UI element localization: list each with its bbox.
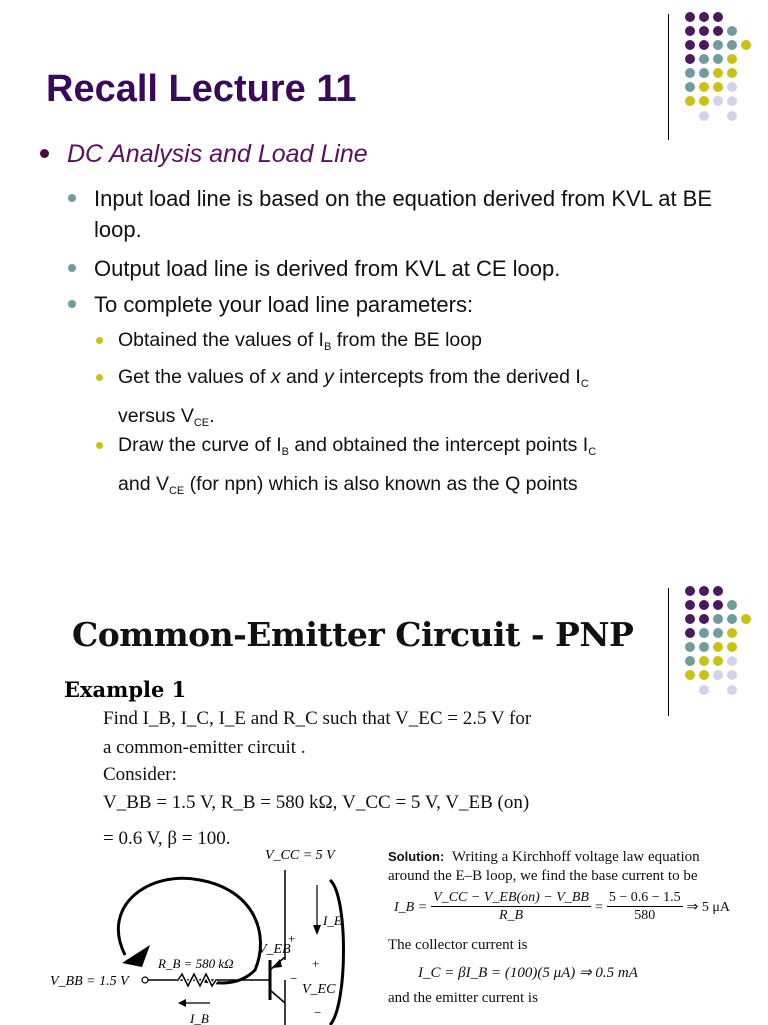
bullet-dot-icon [68, 264, 76, 272]
loop-arrowhead-icon [122, 945, 150, 967]
bullet-dot-icon [40, 149, 49, 158]
slide-1: Recall Lecture 11 DC Analysis and Load Line Input load line is based on the equation derived from KVL at BE loop. Output load line is derived from KVL at CE loop. To complete your load line parameters: Obtained the values of $I_B$ from the BE loop Get the values of x and y intercepts from the derived $I_C$ versus $V_{CE}$. Draw the curve of $I_B$ and obtained the intercept points $I_C$ and $V_{CE}$ (for npn) which is also known as the Q points [0, 0, 768, 540]
problem-line: a common-emitter circuit . [103, 737, 306, 758]
bullet-dot-icon [96, 442, 103, 449]
problem-line: Consider: [103, 764, 177, 785]
divider-line [668, 14, 669, 140]
problem-line: V_BB = 1.5 V, R_B = 580 kΩ, V_CC = 5 V, V_EB (on) [103, 792, 530, 813]
ie-label: I_E [323, 913, 342, 928]
vec-label: V_EC [302, 982, 336, 997]
bullet-dot-icon [68, 300, 76, 308]
svg-text:+: + [312, 956, 320, 971]
svg-text:−: − [314, 1005, 322, 1020]
rb-label: R_B = 580 kΩ [158, 956, 234, 971]
veb-label: V_EB [258, 942, 291, 957]
example-label: Example 1 [64, 677, 187, 702]
bullet-dot-icon [96, 374, 103, 381]
vbb-label: V_BB = 1.5 V [50, 974, 129, 989]
bullet-dot-icon [68, 194, 76, 202]
solution-line: The collector current is [388, 937, 528, 953]
ie-arrow-icon [313, 925, 321, 935]
problem-line: = 0.6 V, β = 100. [103, 828, 231, 849]
vcc-label: V_CC = 5 V [265, 848, 335, 863]
solution-line: and the emitter current is [388, 990, 538, 1006]
slide-title: Common-Emitter Circuit - PNP [72, 615, 634, 654]
svg-text:+: + [288, 931, 296, 946]
ib-label: I_B [190, 1011, 209, 1025]
solution-line: Solution: Writing a Kirchhoff voltage law equation [388, 849, 700, 865]
solution-line: around the E–B loop, we find the base current to be [388, 868, 698, 884]
slide-2 [0, 560, 768, 1024]
ib-arrow-icon [178, 999, 186, 1007]
ec-loop [330, 880, 344, 1025]
svg-text:−: − [290, 971, 298, 986]
problem-line: Find I_B, I_C, I_E and R_C such that V_EC = 2.5 V for [103, 708, 532, 729]
pnp-circuit-diagram [30, 835, 370, 1025]
equation-ib: I_B = V_CC − V_EB(on) − V_BB = 5 − 0.6 − 1.5 ⇒ 5 μA R_B 580 [394, 890, 730, 923]
bullet-dot-icon [96, 337, 103, 344]
equation-ic: I_C = βI_B = (100)(5 μA) ⇒ 0.5 mA [418, 965, 638, 981]
divider-line [668, 588, 669, 716]
slide-title: Recall Lecture 11 [46, 68, 357, 110]
